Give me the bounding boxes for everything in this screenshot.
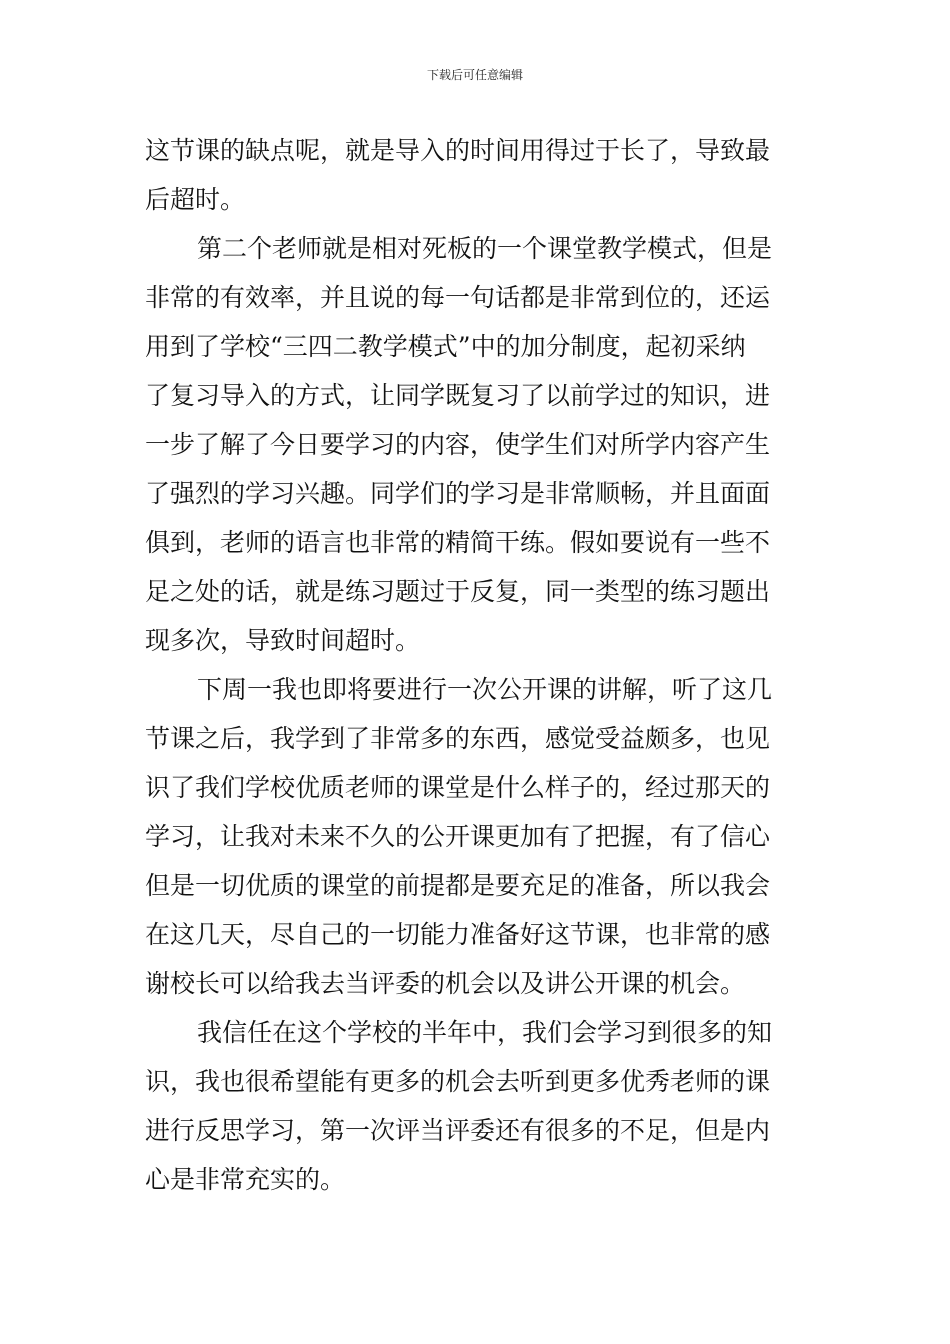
- text-line: 非常的有效率，并且说的每一句话都是非常到位的，还运: [145, 283, 771, 312]
- text-line: 了强烈的学习兴趣。同学们的学习是非常顺畅，并且面面: [145, 479, 771, 508]
- text-line: 俱到，老师的语言也非常的精简干练。假如要说有一些不: [145, 528, 771, 557]
- paragraph-1: [145, 126, 809, 224]
- text-line-indented: 第二个老师就是相对死板的一个课堂教学模式，但是: [197, 234, 773, 263]
- document-body: [145, 126, 809, 1204]
- text-line: 了复习导入的方式，让同学既复习了以前学过的知识，进: [145, 381, 771, 410]
- page-header: 下载后可任意编辑: [426, 68, 523, 82]
- text-line: 识了我们学校优质老师的课堂是什么样子的，经过那天的: [145, 773, 771, 802]
- text-line: 识，我也很希望能有更多的机会去听到更多优秀老师的课: [145, 1067, 771, 1096]
- text-line: 现多次，导致时间超时。: [145, 626, 421, 655]
- text-line: 足之处的话，就是练习题过于反复，同一类型的练习题出: [145, 577, 771, 606]
- text-line: 节课之后，我学到了非常多的东西，感觉受益颇多，也见: [145, 724, 771, 753]
- text-line: 用到了学校“三四二教学模式”中的加分制度，起初采纳: [145, 332, 746, 361]
- paragraph-3: [145, 665, 809, 1008]
- text-line: 进行反思学习，第一次评当评委还有很多的不足，但是内: [145, 1116, 771, 1145]
- text-line: 一步了解了今日要学习的内容，使学生们对所学内容产生: [145, 430, 771, 459]
- text-line-indented: 我信任在这个学校的半年中，我们会学习到很多的知: [197, 1018, 773, 1047]
- text-line: 谢校长可以给我去当评委的机会以及讲公开课的机会。: [145, 969, 746, 998]
- paragraph-2: [145, 224, 809, 665]
- text-line: 心是非常充实的。: [145, 1165, 346, 1194]
- text-line: 在这几天，尽自己的一切能力准备好这节课，也非常的感: [145, 920, 771, 949]
- text-line: 学习，让我对未来不久的公开课更加有了把握，有了信心: [145, 822, 771, 851]
- text-line: 但是一切优质的课堂的前提都是要充足的准备，所以我会: [145, 871, 771, 900]
- text-line: 这节课的缺点呢，就是导入的时间用得过于长了，导致最: [145, 136, 771, 165]
- text-line: 后超时。: [145, 185, 246, 214]
- paragraph-4: [145, 1008, 809, 1204]
- text-line-indented: 下周一我也即将要进行一次公开课的讲解，听了这几: [197, 675, 773, 704]
